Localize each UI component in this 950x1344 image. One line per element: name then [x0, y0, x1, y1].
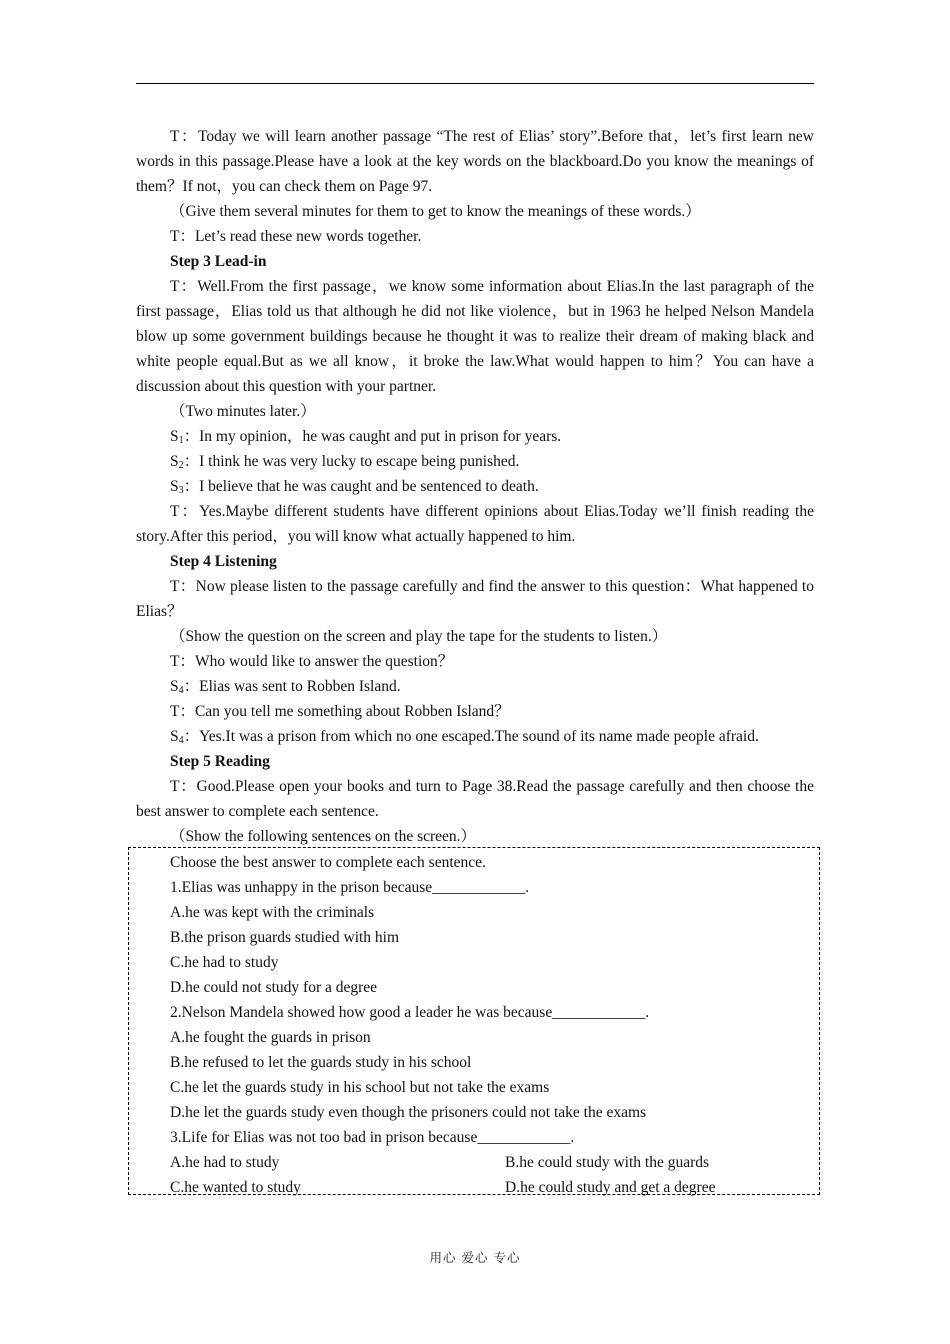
student-line — [136, 474, 814, 499]
step-heading: Step 5 Reading — [170, 753, 270, 770]
option-row — [170, 1150, 810, 1175]
option: D.he could study and get a degree — [505, 1179, 716, 1196]
paragraph: T：Now please listen to the passage carefully and find the answer to this question：What happened to Elias？ — [136, 578, 814, 620]
step-heading: Step 4 Listening — [170, 553, 277, 570]
question-2: 2.Nelson Mandela showed how good a leader he was because____________. — [170, 1004, 650, 1021]
option: B.the prison guards studied with him — [170, 929, 400, 946]
speaker-label: S — [170, 678, 179, 695]
document-body — [136, 124, 814, 849]
question-3: 3.Life for Elias was not too bad in prison because____________. — [170, 1129, 575, 1146]
option: D.he let the guards study even though the prisoners could not take the exams — [170, 1104, 647, 1121]
option: A.he was kept with the criminals — [170, 904, 375, 921]
option: C.he wanted to study — [170, 1179, 301, 1196]
option: B.he refused to let the guards study in his school — [170, 1054, 472, 1071]
option: C.he had to study — [170, 954, 279, 971]
stage-direction: （Show the question on the screen and play the tape for the students to listen.） — [170, 628, 668, 645]
page-footer: 用心 爱心 专心 — [429, 1250, 521, 1265]
student-answer: ：Yes.It was a prison from which no one escaped.The sound of its name made people afraid. — [183, 728, 759, 745]
paragraph: T：Yes.Maybe different students have different opinions about Elias.Today we’ll finish reading the story.After this period，you will know what actually happened to him. — [136, 503, 814, 545]
student-line — [136, 449, 814, 474]
speaker-number: 2 — [178, 460, 184, 471]
stage-direction: （Show the following sentences on the screen.） — [170, 828, 477, 845]
speaker-label: S — [170, 428, 179, 445]
paragraph: T：Today we will learn another passage “The rest of Elias’ story”.Before that，let’s first learn new words in this passage.Please have a look at the key words on the blackboard.Do you know the meanings of them？If not，you can check them on Page 97. — [136, 128, 814, 195]
speaker-number: 4 — [178, 685, 184, 696]
speaker-number: 3 — [178, 485, 184, 496]
question-1: 1.Elias was unhappy in the prison because____________. — [170, 879, 530, 896]
paragraph: T：Who would like to answer the question？ — [170, 653, 454, 670]
student-answer: ：In my opinion，he was caught and put in prison for years. — [183, 428, 562, 445]
student-line — [136, 724, 814, 749]
exercise-instruction: Choose the best answer to complete each sentence. — [170, 854, 486, 871]
speaker-label: S — [170, 478, 179, 495]
speaker-label: S — [170, 453, 179, 470]
speaker-number: 1 — [178, 435, 184, 446]
student-answer: ：Elias was sent to Robben Island. — [183, 678, 401, 695]
student-line — [136, 424, 814, 449]
paragraph: T：Well.From the first passage，we know some information about Elias.In the last paragraph of the first passage，Elias told us that although he did not like violence，but in 1963 he helped Nelson Mandela blow up some government buildings because he thought it was to realize their dream of making black and white people equal.But as we all know，it broke the law.What would happen to him？You can have a discussion about this question with your partner. — [136, 278, 814, 395]
option-row — [170, 1175, 810, 1200]
student-answer: ：I think he was very lucky to escape being punished. — [183, 453, 520, 470]
stage-direction: （Give them several minutes for them to get to know the meanings of these words.） — [170, 203, 701, 220]
option: A.he fought the guards in prison — [170, 1029, 371, 1046]
speaker-label: S — [170, 728, 179, 745]
option: D.he could not study for a degree — [170, 979, 378, 996]
paragraph: T：Let’s read these new words together. — [170, 228, 422, 245]
student-answer: ：I believe that he was caught and be sentenced to death. — [183, 478, 539, 495]
option: B.he could study with the guards — [505, 1154, 710, 1171]
option: A.he had to study — [170, 1154, 280, 1171]
paragraph: T：Good.Please open your books and turn to Page 38.Read the passage carefully and then choose the best answer to complete each sentence. — [136, 778, 814, 820]
step-heading: Step 3 Lead-in — [170, 253, 267, 270]
exercise-box — [128, 847, 820, 1195]
paragraph: T：Can you tell me something about Robben Island？ — [170, 703, 510, 720]
stage-direction: （Two minutes later.） — [170, 403, 316, 420]
speaker-number: 4 — [178, 735, 184, 746]
header-rule — [136, 83, 814, 84]
option: C.he let the guards study in his school but not take the exams — [170, 1079, 550, 1096]
student-line — [136, 674, 814, 699]
